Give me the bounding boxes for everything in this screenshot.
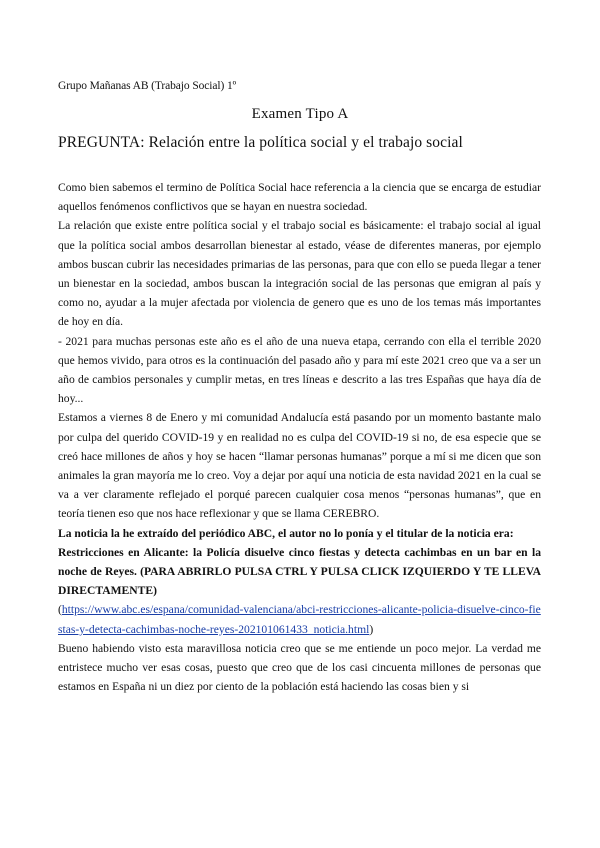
question-heading: [58, 134, 463, 152]
question-label: PREGUNTA:: [58, 134, 145, 151]
paragraph-conclusion: Bueno habiendo visto esta maravillosa noticia creo que se me entiende un poco mejor. La verdad me entristece mucho ver esas cosas, puesto que creo que de los casi cincuenta millones de personas que estamos en España ni un diez por ciento de la población está haciendo las cosas bien y si: [58, 641, 541, 694]
document-body: [58, 178, 541, 696]
news-source-note: La noticia la he extraído del periódico ABC, el autor no lo ponía y el titular de la noticia era:: [58, 526, 514, 540]
question-text: Relación entre la política social y el trabajo social: [144, 134, 463, 151]
news-link[interactable]: https://www.abc.es/espana/comunidad-valenciana/abci-restricciones-alicante-policia-disuelve-cinco-fiestas-y-detecta-cachimbas-noche-reyes-202101061433_noticia.html: [58, 603, 541, 636]
exam-title: Examen Tipo A: [251, 106, 349, 122]
paragraph-covid: Estamos a viernes 8 de Enero y mi comunidad Andalucía está pasando por un momento bastante malo por culpa del querido COVID-19 y en realidad no es culpa del COVID-19 si no, de esa especie que se creó hace millones de años y hoy se hacen “llamar personas humanas” porque a mí si me dicen que son animales la gran mayoría me lo creo. Voy a dejar por aquí una noticia de esta navidad 2021 en la cual se va a ver claramente reflejado el porqué parecen cualquier cosa menos “personas humanas”, que en teoría tienen eso que nos hace reflexionar y que se llama CEREBRO.: [58, 411, 541, 521]
paragraph-relation: La relación que existe entre política social y el trabajo social es básicamente: el trabajo social al igual que la política social ambos desarrollan bienestar al estado, véase de diferentes maneras, por ejemplo ambos buscan cubrir las necesidades primarias de las personas, para que con ello se pueda llegar a tener un bienestar en la sociedad, ambos buscan la integración social de las personas que emigran al país y como no, ayudar a la mujer afectada por violencia de genero que es uno de los temas más importantes de hoy en día.: [58, 219, 541, 329]
paragraph-intro: Como bien sabemos el termino de Política Social hace referencia a la ciencia que se encarga de estudiar aquellos fenómenos conflictivos que se hayan en nuestra sociedad.: [58, 181, 541, 214]
group-line: Grupo Mañanas AB (Trabajo Social) 1º: [58, 80, 237, 92]
link-open-paren: (: [58, 603, 62, 617]
link-close-paren: ): [369, 622, 374, 636]
paragraph-2021: - 2021 para muchas personas este año es el año de una nueva etapa, cerrando con ella el terrible 2020 que hemos vivido, para otros es la continuación del pasado año y para mí este 2021 creo que va a ser un año de cambios personales y cumplir metas, en tres líneas e descrito a las tres Españas que haya día de hoy...: [58, 334, 541, 406]
news-headline: Restricciones en Alicante: la Policía disuelve cinco fiestas y detecta cachimbas en un bar en la noche de Reyes. (PARA ABRIRLO PULSA CTRL Y PULSA CLICK IZQUIERDO Y TE LLEVA DIRECTAMENTE): [58, 545, 541, 598]
news-link-paragraph: [58, 600, 541, 638]
